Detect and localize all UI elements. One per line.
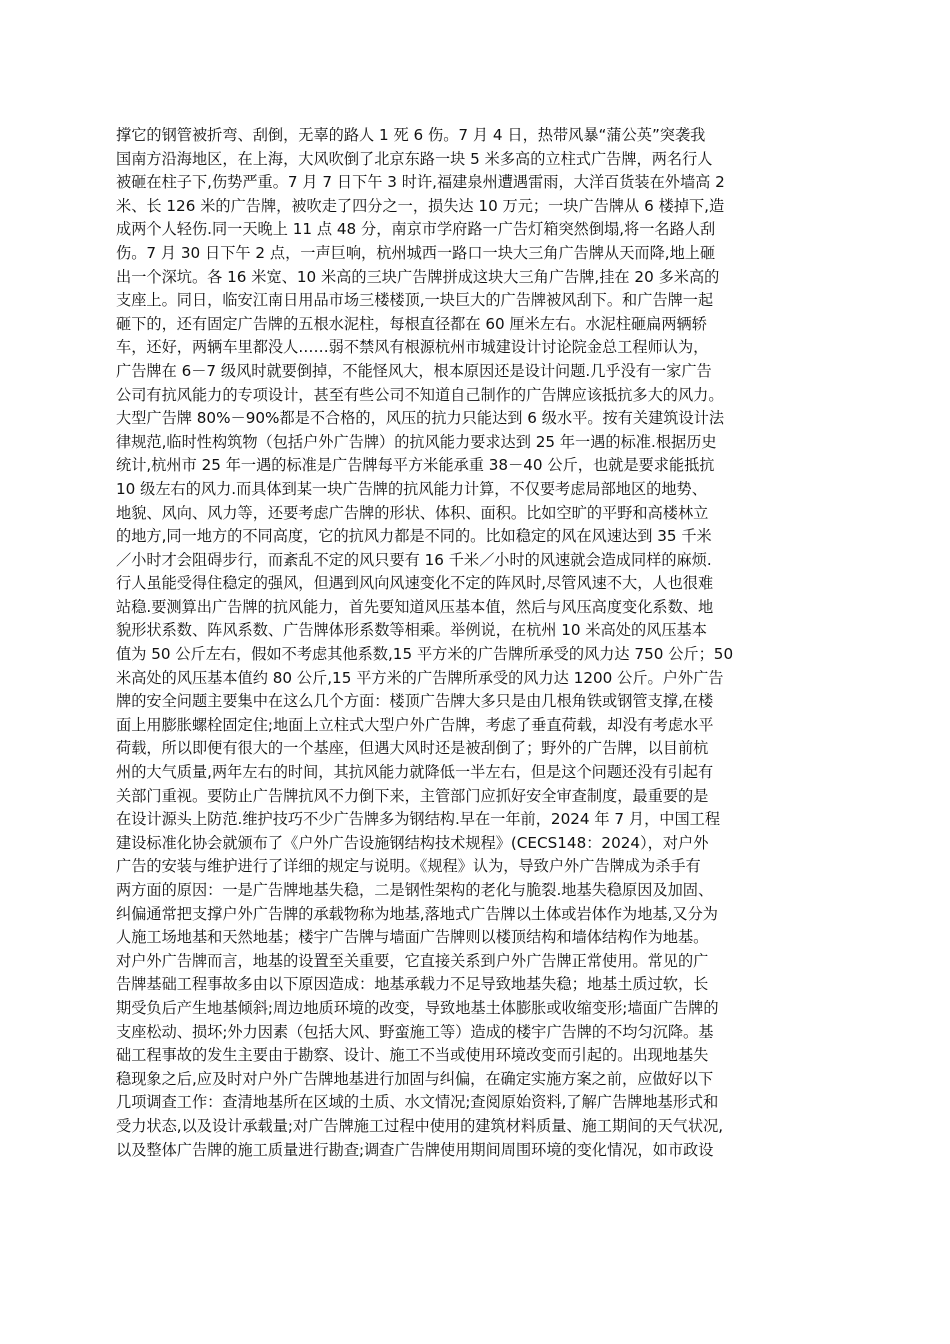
text-line: 公司有抗风能力的专项设计，甚至有些公司不知道自己制作的广告牌应该抵抗多大的风力。 <box>116 385 724 404</box>
text-line: 牌的安全问题主要集中在这么几个方面：楼顶广告牌大多只是由几根角铁或钢管支撑,在楼 <box>116 692 714 711</box>
text-line: 面上用膨胀螺栓固定住;地面上立柱式大型户外广告牌，考虑了垂直荷载，却没有考虑水平 <box>116 715 714 734</box>
text-line: 统计,杭州市 25 年一遇的标准是广告牌每平方米能承重 38－40 公斤，也就是要求能抵抗 <box>116 456 715 475</box>
text-line: 貌形状系数、阵风系数、广告牌体形系数等相乘。举例说，在杭州 10 米高处的风压基本 <box>116 621 707 640</box>
text-line: 律规范,临时性构筑物（包括户外广告牌）的抗风能力要求达到 25 年一遇的标准.根据历史 <box>116 432 717 451</box>
text-line: 成两个人轻伤.同一天晚上 11 点 48 分，南京市学府路一广告灯箱突然倒塌,将一名路人刮 <box>116 220 716 239</box>
text-line: 关部门重视。要防止广告牌抗风不力倒下来，主管部门应抓好安全审查制度，最重要的是 <box>116 786 709 805</box>
text-line: 几项调查工作：查清地基所在区域的土质、水文情况;查阅原始资料,了解广告牌地基形式和 <box>116 1093 719 1112</box>
text-line: 建设标准化协会就颁布了《户外广告设施钢结构技术规程》(CECS148：2024），对户外 <box>116 833 709 852</box>
text-line: 广告的安装与维护进行了详细的规定与说明。《规程》认为，导致户外广告牌成为杀手有 <box>116 857 701 876</box>
text-line: 行人虽能受得住稳定的强风，但遇到风向风速变化不定的阵风时,尽管风速不大，人也很难 <box>116 574 714 593</box>
text-line: 支座松动、损坏;外力因素（包括大风、野蛮施工等）造成的楼宇广告牌的不均匀沉降。基 <box>116 1022 714 1041</box>
text-line: 州的大气质量,两年左右的时间，其抗风能力就降低一半左右，但是这个问题还没有引起有 <box>116 763 714 782</box>
text-line: 两方面的原因：一是广告牌地基失稳，二是钢性架构的老化与脆裂.地基失稳原因及加固、 <box>116 881 714 899</box>
text-line: 车，还好，两辆车里都没人……弱不禁风有根源杭州市城建设计讨论院金总工程师认为， <box>116 338 709 357</box>
text-line: 站稳.要测算出广告牌的抗风能力，首先要知道风压基本值，然后与风压高度变化系数、地 <box>116 597 714 616</box>
text-line: 出一个深坑。各 16 米宽、10 米高的三块广告牌拼成这块大三角广告牌,挂在 20 多米高的 <box>116 267 720 286</box>
text-line: 国南方沿海地区，在上海，大风吹倒了北京东路一块 5 米多高的立柱式广告牌，两名行人 <box>116 149 713 168</box>
text-line: 告牌基础工程事故多由以下原因造成：地基承载力不足导致地基失稳；地基土质过软，长 <box>116 975 709 994</box>
text-line: 以及整体广告牌的施工质量进行勘查;调查广告牌使用期间周围环境的变化情况，如市政设 <box>116 1140 714 1159</box>
text-line: 稳现象之后,应及时对户外广告牌地基进行加固与纠偏，在确定实施方案之前，应做好以下 <box>116 1069 714 1088</box>
text-line: 对户外广告牌而言，地基的设置至关重要，它直接关系到户外广告牌正常使用。常见的广 <box>116 951 709 970</box>
text-line: 纠偏通常把支撑户外广告牌的承载物称为地基,落地式广告牌以土体或岩体作为地基,又分为 <box>116 904 718 923</box>
text-line: 伤。7 月 30 日下午 2 点，一声巨响，杭州城西一路口一块大三角广告牌从天而降,地上砸 <box>116 243 716 262</box>
text-line: 受力状态,以及设计承载量;对广告牌施工过程中使用的建筑材料质量、施工期间的天气状况, <box>116 1116 724 1135</box>
text-line: 广告牌在 6－7 级风时就要倒掉，不能怪风大，根本原因还是设计问题.几乎没有一家广告 <box>116 361 712 380</box>
text-line: 砸下的，还有固定广告牌的五根水泥柱，每根直径都在 60 厘米左右。水泥柱砸扁两辆轿 <box>116 314 707 333</box>
text-line: 米、长 126 米的广告牌，被吹走了四分之一，损失达 10 万元；一块广告牌从 6 楼掉下,造 <box>116 196 725 215</box>
text-line: 地貌、风向、风力等，还要考虑广告牌的形状、体积、面积。比如空旷的平野和高楼林立 <box>116 503 709 522</box>
text-line: 荷载，所以即便有很大的一个基座，但遇大风时还是被刮倒了；野外的广告牌，以目前杭 <box>116 739 709 758</box>
text-line: 大型广告牌 80%－90%都是不合格的，风压的抗力只能达到 6 级水平。按有关建筑设计法 <box>116 409 725 428</box>
body-text <box>116 124 816 1162</box>
text-line: 的地方,同一地方的不同高度，它的抗风力都是不同的。比如稳定的风在风速达到 35 千米 <box>116 527 712 546</box>
text-line: 米高处的风压基本值约 80 公斤,15 平方米的广告牌所承受的风力达 1200 公斤。户外广告 <box>116 668 724 687</box>
text-line: 础工程事故的发生主要由于勘察、设计、施工不当或使用环境改变而引起的。出现地基失 <box>116 1046 709 1065</box>
text-line: 支座上。同日，临安江南日用品市场三楼楼顶,一块巨大的广告牌被风刮下。和广告牌一起 <box>116 291 714 310</box>
text-line: 在设计源头上防范.维护技巧不少广告牌多为钢结构.早在一年前，2024 年 7 月，中国工程 <box>116 810 721 829</box>
text-line: 期受负后产生地基倾斜;周边地质环境的改变，导致地基土体膨胀或收缩变形;墙面广告牌的 <box>116 998 719 1017</box>
text-line: ／小时才会阻碍步行，而紊乱不定的风只要有 16 千米／小时的风速就会造成同样的麻烦. <box>116 550 712 569</box>
text-line: 撑它的钢管被折弯、刮倒，无辜的路人 1 死 6 伤。7 月 4 日，热带风暴“蒲公英”突袭我 <box>116 126 706 144</box>
text-line: 值为 50 公斤左右，假如不考虑其他系数,15 平方米的广告牌所承受的风力达 750 公斤；50 <box>116 645 734 664</box>
text-line: 10 级左右的风力.而具体到某一块广告牌的抗风能力计算，不仅要考虑局部地区的地势、 <box>116 479 707 498</box>
text-line: 人施工场地基和天然地基；楼宇广告牌与墙面广告牌则以楼顶结构和墙体结构作为地基。 <box>116 928 709 947</box>
text-line: 被砸在柱子下,伤势严重。7 月 7 日下午 3 时许,福建泉州遭遇雷雨，大洋百货装在外墙高 2 <box>116 173 725 192</box>
